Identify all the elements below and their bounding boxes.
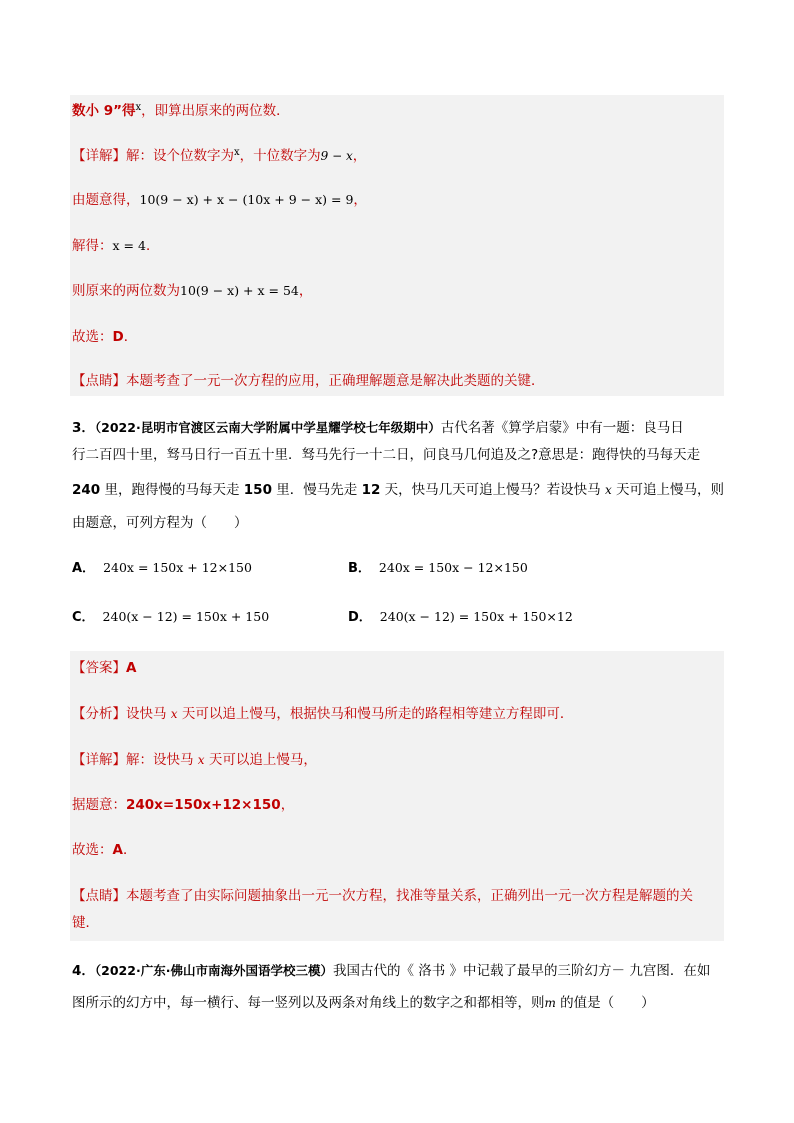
note-line: 【点睛】本题考查了一元一次方程的应用，正确理解题意是解决此类题的关键． (72, 373, 545, 389)
note-line-2a: 【点睛】本题考查了由实际问题抽象出一元一次方程，找准等量关系，正确列出一元一次方程是解题的关 (72, 888, 693, 904)
select-line-2: 故选：A． (72, 842, 137, 858)
select-line: 故选：D． (72, 329, 138, 345)
question-4-line-1: 4．（2022·广东·佛山市南海外国语学校三模）我国古代的《 洛书 》中记载了最早的三阶幻方－ 九宫图．在如 (72, 963, 711, 979)
option-d[interactable]: D． 240(x − 12) = 150x + 150×12 (348, 609, 573, 625)
question-3-line-2: 行二百四十里，驽马日行一百五十里．驽马先行一十二日，问良马几何追及之?意思是：跑得快的马每天走 (72, 447, 701, 463)
detail-line-1: 【详解】解：设个位数字为$^x$，十位数字为9 − x， (72, 147, 367, 164)
analysis-line: 【分析】设快马 x 天可以追上慢马，根据快马和慢马所走的路程相等建立方程即可． (72, 706, 574, 722)
detail-line-4: 则原来的两位数为10(9 − x) + x = 54， (72, 283, 313, 299)
option-c[interactable]: C． 240(x − 12) = 150x + 150 (72, 609, 270, 625)
answer-line: 【答案】A (72, 660, 137, 676)
detail-line: 【详解】解：设快马 x 天可以追上慢马， (72, 752, 317, 768)
question-3-line-1: 3．（2022·昆明市官渡区云南大学附属中学星耀学校七年级期中）古代名著《算学启蒙》中有一题：良马日 (72, 420, 684, 436)
option-b[interactable]: B． 240x = 150x − 12×150 (348, 560, 528, 576)
detail-line-2: 由题意得，10(9 − x) + x − (10x + 9 − x) = 9， (72, 192, 367, 208)
option-a[interactable]: A． 240x = 150x + 12×150 (72, 560, 252, 576)
detail-line-3: 解得：x = 4． (72, 238, 160, 254)
solution-block-1 (70, 95, 724, 396)
note-line-2b: 键． (72, 915, 99, 931)
question-3-line-4: 由题意，可列方程为（ ） (72, 515, 248, 531)
equation-line: 据题意：240x=150x+12×150， (72, 797, 295, 813)
analysis-line-end: 数小 9”得$^x$，即算出原来的两位数． (72, 102, 290, 119)
question-3-line-3: 240 里，跑得慢的马每天走 150 里．慢马先走 12 天，快马几天可追上慢马？若设快马 x 天可追上慢马，则 (72, 482, 725, 498)
question-4-line-2: 图所示的幻方中，每一横行、每一竖列以及两条对角线上的数字之和都相等，则m 的值是（ ） (72, 995, 655, 1011)
